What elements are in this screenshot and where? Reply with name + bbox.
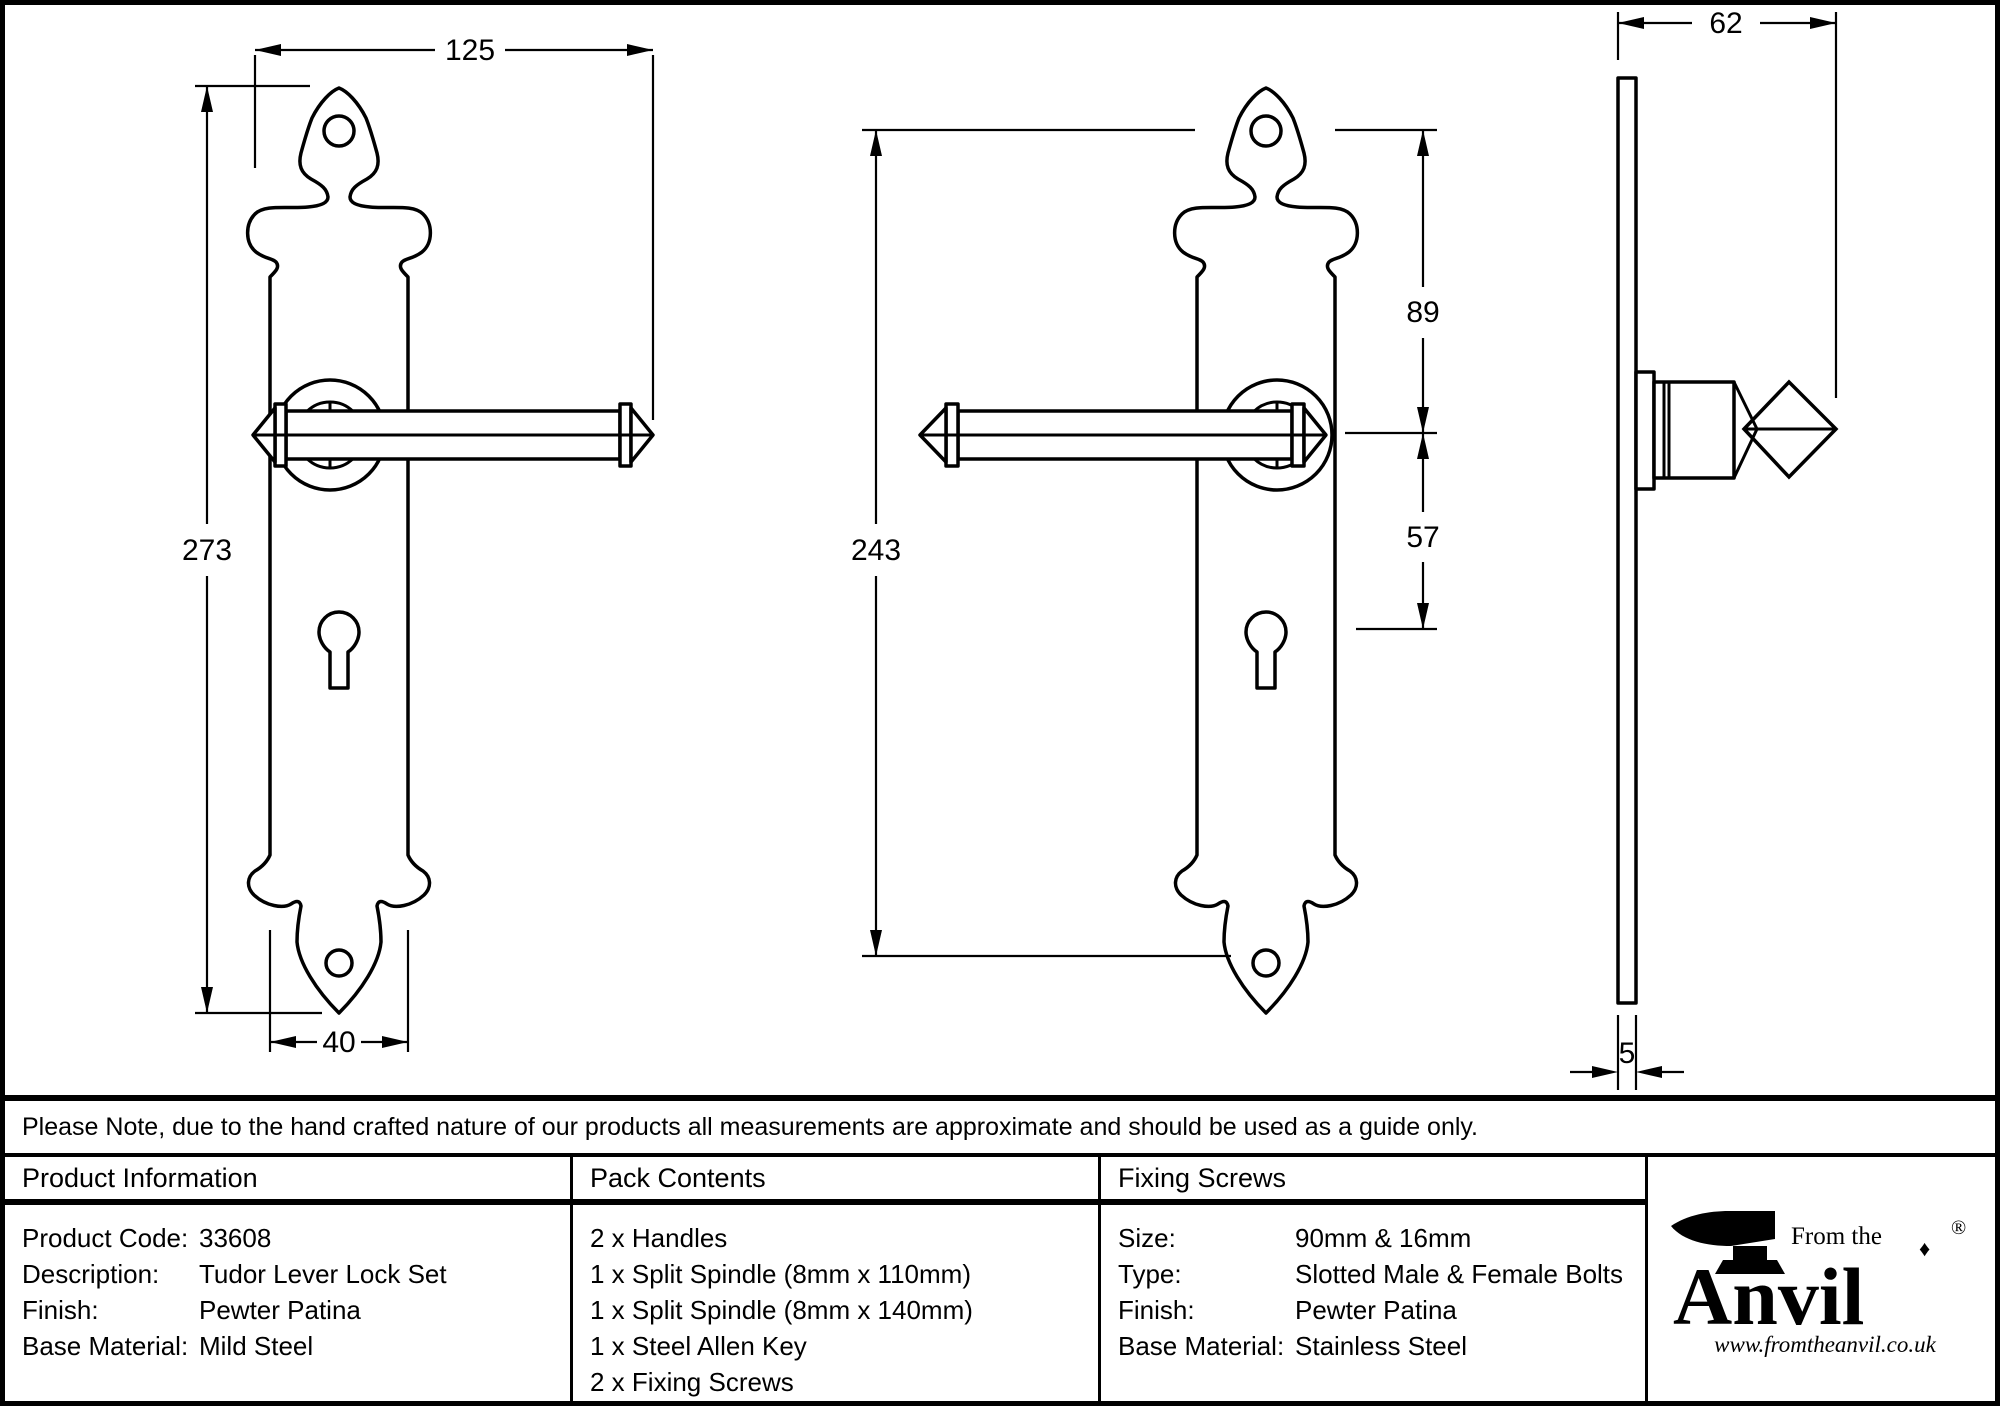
dimension-label-125: 125: [444, 34, 496, 67]
dimension-62: [1618, 7, 1836, 398]
row-value: Slotted Male & Female Bolts: [1295, 1259, 1624, 1289]
table-row: [1118, 1225, 1645, 1251]
row-value: Mild Steel: [199, 1331, 314, 1361]
fixing-screws-column: [1101, 1157, 1648, 1401]
table-row: [22, 1225, 570, 1251]
logo-tagline: From the: [1790, 1223, 1882, 1250]
product-information-column: [5, 1157, 573, 1401]
list-item: 2 x Handles: [590, 1223, 728, 1253]
dimension-89: [1335, 130, 1440, 433]
dimension-57: [1356, 433, 1440, 629]
row-label: Finish:: [22, 1295, 99, 1325]
row-label: Base Material:: [22, 1331, 189, 1361]
back-view: [851, 88, 1440, 1013]
dimension-5: [1570, 1015, 1684, 1090]
lever-neck-side: [1654, 382, 1734, 478]
row-value: 90mm & 16mm: [1295, 1223, 1472, 1253]
rose-flange-side: [1636, 372, 1654, 489]
dimension-label-273: 273: [181, 534, 233, 567]
pack-contents-header: Pack Contents: [573, 1157, 1098, 1205]
measurement-note: [5, 1095, 1995, 1157]
table-row: [22, 1261, 570, 1287]
row-label: Base Material:: [1118, 1331, 1285, 1361]
cone-edge-bottom: [1734, 429, 1757, 478]
dimension-label-40: 40: [322, 1026, 356, 1059]
table-row: [1118, 1297, 1645, 1323]
from-the-anvil-logo: [1667, 1200, 1977, 1358]
front-view: [182, 34, 653, 1059]
dimension-label-5: 5: [1618, 1037, 1636, 1070]
row-label: Product Code:: [22, 1223, 189, 1253]
table-row: [22, 1333, 570, 1359]
dimension-label-89: 89: [1406, 296, 1440, 329]
product-information-header: Product Information: [5, 1157, 570, 1205]
table-row: [22, 1297, 570, 1323]
row-value: Stainless Steel: [1295, 1331, 1467, 1361]
logo-diamond: ♦: [1918, 1236, 1930, 1261]
list-item: 1 x Split Spindle (8mm x 110mm): [590, 1259, 971, 1289]
table-row: [1118, 1333, 1645, 1359]
row-value: Pewter Patina: [1295, 1295, 1457, 1325]
cone-edge-top: [1734, 382, 1757, 429]
dimension-label-62: 62: [1709, 7, 1743, 40]
table-row: [1118, 1261, 1645, 1287]
spec-table: [5, 1157, 1995, 1401]
logo-url: www.fromtheanvil.co.uk: [1713, 1332, 1936, 1357]
dimension-label-243: 243: [850, 534, 902, 567]
pack-contents-column: [573, 1157, 1101, 1401]
logo-name: Anvil: [1672, 1251, 1864, 1342]
row-label: Size:: [1118, 1223, 1176, 1253]
technical-drawing: [5, 5, 1995, 1095]
list-item: 1 x Steel Allen Key: [590, 1331, 807, 1361]
row-value: 33608: [199, 1223, 272, 1253]
dimension-label-57: 57: [1406, 521, 1440, 554]
row-value: Tudor Lever Lock Set: [199, 1259, 447, 1289]
side-view: [1570, 7, 1836, 1090]
list-item: 2 x Fixing Screws: [590, 1367, 794, 1397]
row-label: Type:: [1118, 1259, 1182, 1289]
dimension-243: [851, 130, 1231, 956]
measurement-note-text: Please Note, due to the hand crafted nature of our products all measurements are approximate and should be used as a guide only.: [22, 1112, 1479, 1141]
backplate-side: [1618, 78, 1636, 1003]
row-label: Finish:: [1118, 1295, 1195, 1325]
row-label: Description:: [22, 1259, 160, 1289]
registered-mark: ®: [1950, 1217, 1966, 1239]
fixing-screws-header: Fixing Screws: [1101, 1157, 1645, 1205]
brand-logo-cell: [1648, 1157, 1995, 1401]
row-value: Pewter Patina: [199, 1295, 361, 1325]
list-item: 1 x Split Spindle (8mm x 140mm): [590, 1295, 973, 1325]
